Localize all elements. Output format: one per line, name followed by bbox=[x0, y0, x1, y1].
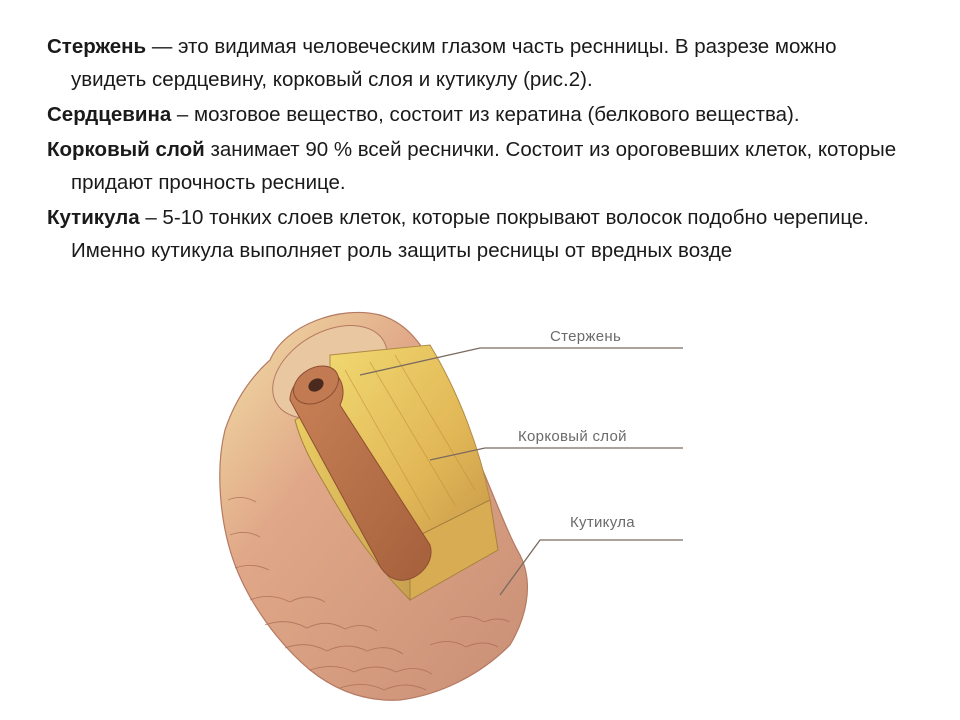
paragraph-cuticle bbox=[47, 201, 917, 267]
paragraph-shaft bbox=[47, 30, 917, 96]
text-block bbox=[47, 30, 917, 269]
definition-shaft: — это видимая человеческим глазом часть реснницы. В разрезе можно увидеть сердцевину, корковый слоя и кутикулу (рис.2). bbox=[71, 35, 837, 91]
term-cortex: Корковый слой bbox=[47, 138, 205, 161]
term-cuticle: Кутикула bbox=[47, 206, 140, 229]
eyelash-cross-section-illustration bbox=[130, 300, 750, 710]
eyelash-drawing bbox=[130, 300, 750, 710]
term-shaft: Стержень bbox=[47, 35, 147, 58]
paragraph-cortex bbox=[47, 133, 917, 199]
label-shaft: Стержень bbox=[550, 328, 622, 345]
definition-medulla: – мозговое вещество, состоит из кератина (белкового вещества). bbox=[171, 103, 800, 126]
definition-cuticle: – 5-10 тонких слоев клеток, которые покрывают волосок подобно черепице. Именно кутикула выполняет роль защиты ресницы от вредных возде bbox=[71, 206, 870, 262]
definition-cortex: занимает 90 % всей реснички. Состоит из ороговевших клеток, которые придают прочность реснице. bbox=[71, 138, 897, 194]
paragraph-medulla bbox=[47, 98, 917, 131]
term-medulla: Сердцевина bbox=[47, 103, 172, 126]
label-cortex: Корковый слой bbox=[518, 428, 627, 445]
label-cuticle: Кутикула bbox=[570, 514, 635, 531]
